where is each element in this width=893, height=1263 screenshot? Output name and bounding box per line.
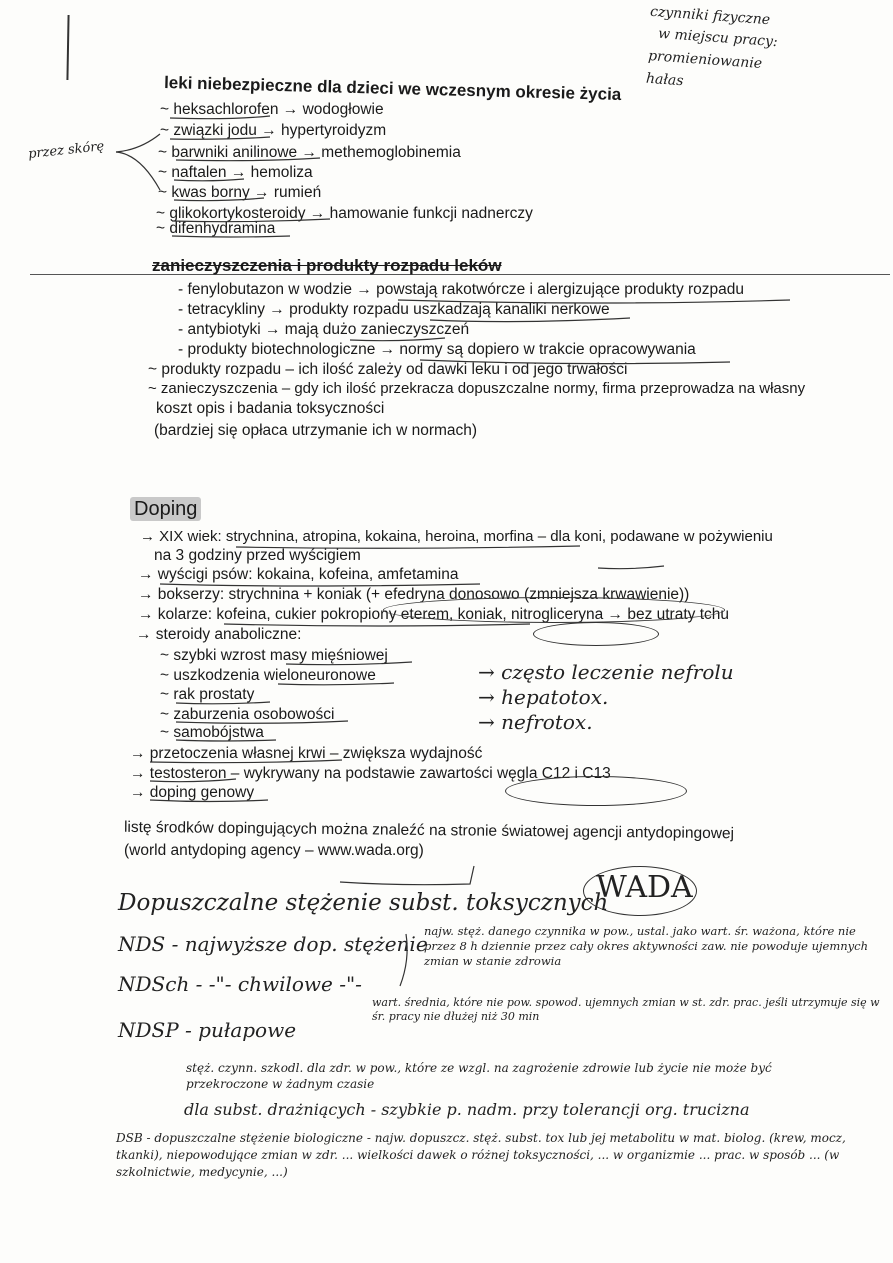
doping-item: ~ samobójstwa — [160, 724, 264, 741]
hw-row-label: NDSch - -"- chwilowe -"- — [118, 972, 362, 996]
underline-stroke — [430, 318, 630, 322]
hw-line: stęż. czynn. szkodl. dla zdr. w pow., które ze wzgl. na zagrożenie zdrowie lub życie nie może być przekroczone w żadnym czasie — [186, 1061, 772, 1091]
underline-stroke — [172, 219, 330, 222]
section2-item: - fenylobutazon w wodzie → powstają rakotwórcze i alergizujące produkty rozpadu — [178, 281, 745, 298]
underline-stroke — [278, 683, 394, 685]
hw-line: DSB - dopuszczalne stężenie biologiczne - najw. dopuszcz. stęż. subst. tox lub jej metabolitu w mat. biolog. (krew, mocz, tkanki), niepowodujące zmian w zdr. ... wielkości dawek o różnej toksyczności, ... w organizmie ... prac. w sposób ... (w szkolnictwie, medycynie, ...) — [116, 1131, 846, 1179]
bracket-stroke — [116, 152, 160, 190]
doping-item: → przetoczenia własnej krwi – zwiększa wydajność — [130, 745, 483, 762]
doping-title: Doping — [130, 497, 201, 521]
doping-item: → bokserzy: strychnina + koniak (+ efedryna donosowo (zmniejsza krwawienie)) — [138, 586, 690, 603]
doping-side-note: → często leczenie nefrolu — [478, 660, 734, 684]
section2-item: - produkty biotechnologiczne → normy są dopiero w trakcie opracowywania — [178, 341, 696, 358]
underline-stroke — [350, 338, 445, 341]
doping-item: → steroidy anaboliczne: — [136, 626, 302, 643]
section2-item: ~ produkty rozpadu – ich ilość zależy od dawki leku i od jego trwałości — [148, 361, 628, 378]
underline-stroke — [160, 584, 480, 586]
section2-item: (bardziej się opłaca utrzymanie ich w normach) — [154, 422, 478, 439]
underline-stroke — [150, 800, 268, 802]
hw-row-label: NDSP - pułapowe — [118, 1018, 297, 1042]
doping-item: → XIX wiek: strychnina, atropina, kokaina, heroina, morfina – dla koni, podawane w pożywieniu — [140, 528, 773, 545]
hw-row-note: najw. stęż. danego czynnika w pow., ustal. jako wart. śr. ważona, które nie przez 8 h dziennie przez cały okres aktywności zaw. nie powoduje ujemnych zmian w stanie zdrowia — [424, 924, 869, 968]
section2-title: zanieczyszczenia i produkty rozpadu leków — [152, 256, 502, 275]
section1-margin-note: przez skórę — [27, 139, 105, 162]
underline-stroke — [176, 158, 320, 161]
doping-side-note: → nefrotox. — [478, 710, 593, 734]
bracket-stroke — [400, 934, 407, 986]
underline-stroke — [172, 236, 290, 237]
section1-title: leki niebezpieczne dla dzieci we wczesnym okresie życia — [163, 73, 622, 104]
section2-item: - antybiotyki → mają dużo zanieczyszczeń — [178, 321, 470, 338]
underline-stroke — [176, 740, 276, 741]
underline-stroke — [174, 179, 244, 181]
wada-line: listę środków dopingujących można znaleźć na stronie światowej agencji antydopingowej — [123, 818, 735, 843]
underline-stroke — [224, 624, 530, 626]
section1-item: ~ barwniki anilinowe → methemoglobinemia — [158, 144, 461, 161]
section1-item: ~ heksachlorofen → wodogłowie — [160, 101, 384, 118]
section2-item: ~ zanieczyszczenia – gdy ich ilość przekracza dopuszczalne normy, firma przeprowadza na własny — [148, 380, 806, 397]
underline-stroke — [286, 662, 412, 665]
top-right-note-4: hałas — [645, 70, 684, 90]
section1-item: ~ glikokortykosteroidy → hamowanie funkcji nadnerczy — [156, 205, 533, 222]
section2-item: koszt opis i badania toksyczności — [156, 400, 385, 417]
doping-side-note: → hepatotox. — [478, 685, 609, 709]
doping-item: ~ szybki wzrost masy mięśniowej — [160, 647, 388, 664]
underline-stroke — [150, 760, 342, 763]
section1-item: ~ difenhydramina — [156, 220, 276, 237]
doping-item: → testosteron – wykrywany na podstawie zawartości węgla C12 i C13 — [130, 765, 611, 782]
hw-row-note: wart. średnia, które nie pow. spowod. ujemnych zmian w st. zdr. prac. jeśli utrzymuje się w śr. pracy nie dłużej niż 30 min — [372, 996, 880, 1023]
underline-stroke — [170, 137, 270, 139]
top-right-note-3: promieniowanie — [647, 48, 763, 72]
underline-stroke — [174, 198, 264, 201]
underline-stroke — [170, 116, 270, 119]
underline-stroke — [340, 866, 474, 885]
doping-item: ~ uszkodzenia wieloneuronowe — [160, 667, 376, 684]
wada-circled-text: WADA — [596, 870, 693, 905]
underline-stroke — [398, 300, 790, 303]
doping-item: ~ zaburzenia osobowości — [160, 706, 335, 723]
section1-item: ~ naftalen → hemoliza — [158, 164, 313, 181]
bracket-stroke — [116, 134, 160, 152]
underline-stroke — [598, 566, 664, 569]
section1-item: ~ kwas borny → rumień — [158, 184, 322, 201]
top-right-note-1: czynniki fizyczne — [649, 3, 771, 29]
doping-item: → wyścigi psów: kokaina, kofeina, amfetamina — [138, 566, 459, 583]
underline-stroke — [236, 546, 580, 548]
underline-stroke — [176, 721, 348, 723]
top-right-note-2: w miejscu pracy: — [657, 25, 779, 51]
hw-heading: Dopuszczalne stężenie subst. toksycznych — [118, 890, 609, 916]
section2-item: - tetracykliny → produkty rozpadu uszkadzają kanaliki nerkowe — [178, 301, 610, 318]
doping-item: na 3 godziny przed wyścigiem — [154, 547, 361, 564]
underline-stroke — [176, 702, 270, 704]
hw-line: dla subst. drażniących - szybkie p. nadm. przy tolerancji org. trucizna — [184, 1100, 750, 1119]
wada-line: (world antydoping agency – www.wada.org) — [124, 842, 424, 859]
underline-stroke — [150, 779, 236, 782]
doping-item: → doping genowy — [130, 784, 255, 801]
doping-item: ~ rak prostaty — [160, 686, 255, 703]
hw-row-label: NDS - najwyższe dop. stężenie — [118, 932, 428, 956]
underline-stroke — [420, 360, 730, 364]
section1-item: ~ związki jodu → hypertyroidyzm — [160, 122, 387, 139]
doping-item: → kolarze: kofeina, cukier pokropiony eterem, koniak, nitrogliceryna → bez utraty tchu — [138, 606, 729, 623]
